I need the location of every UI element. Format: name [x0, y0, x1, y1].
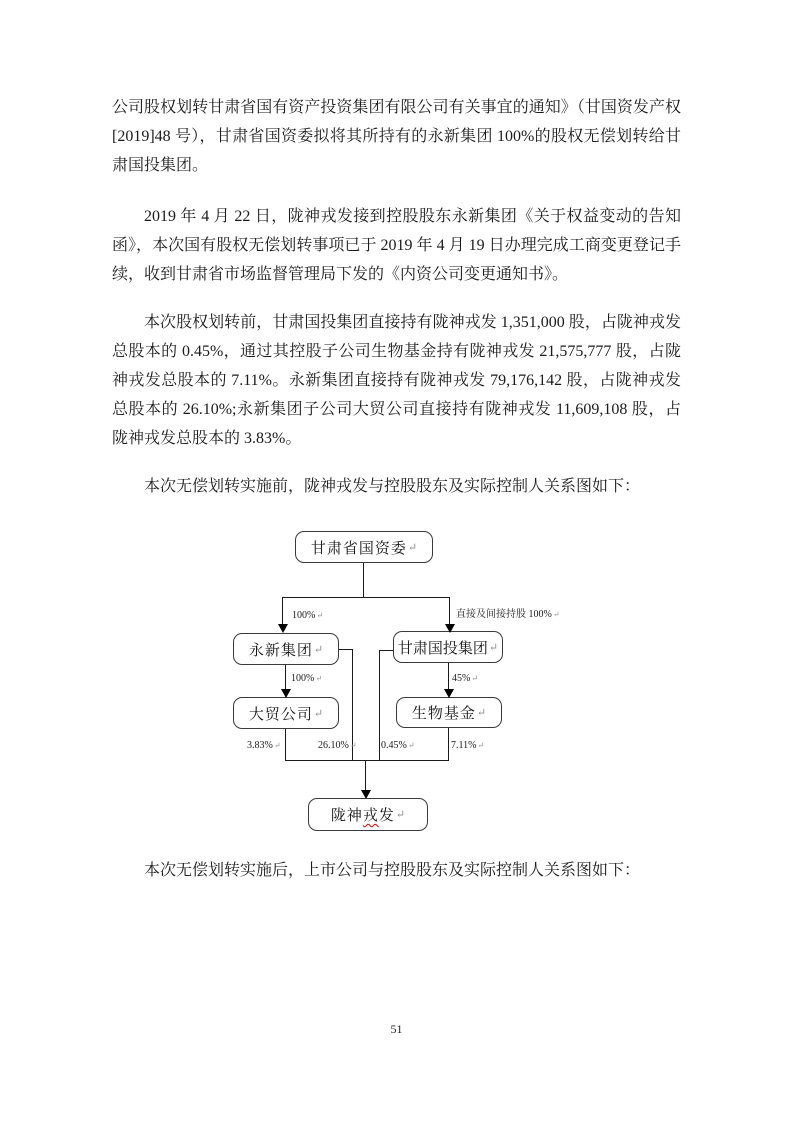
paragraph-return-mark: ↵	[313, 707, 324, 720]
edge-label-gov-to-guotou	[456, 605, 560, 620]
body-paragraph-1: 公司股权划转甘肃省国有资产投资集团有限公司有关事宜的通知》（甘国资发产权[2019]48 号），甘肃省国资委拟将其所持有的永新集团 100%的股权无偿划转给甘肃国投集团。	[112, 99, 681, 174]
edge-label-text: 100%	[292, 610, 316, 621]
edge-label-text: 7.11%	[451, 740, 477, 751]
edge-label-guotou-to-shengwu	[452, 673, 478, 684]
edge-label-yongxin-stake	[318, 740, 357, 751]
connector-line	[282, 597, 450, 598]
paragraph-return-mark: ↵	[488, 641, 499, 654]
connector-line	[379, 650, 380, 761]
connector-line	[285, 760, 449, 761]
connector-line	[365, 760, 366, 791]
diagram-node-gansu-sasac	[295, 531, 433, 563]
node-label: 发	[378, 808, 395, 824]
edge-label-shengwu-stake	[451, 740, 484, 751]
paragraph-return-mark: ↵	[395, 809, 406, 821]
edge-label-damao-stake	[247, 740, 281, 751]
page-number: 51	[390, 1022, 403, 1036]
paragraph-return-mark: ↵	[407, 741, 415, 750]
arrowhead-down-icon	[281, 689, 291, 698]
paragraph-return-mark: ↵	[313, 643, 324, 656]
connector-line	[339, 649, 353, 650]
connector-line	[285, 665, 286, 690]
edge-label-gov-to-yongxin	[292, 610, 323, 621]
paragraph-return-mark: ↵	[471, 674, 479, 683]
edge-label-text: 3.83%	[247, 740, 273, 751]
connector-line	[285, 729, 286, 761]
paragraph-return-mark: ↵	[477, 741, 485, 750]
diagram-node-yongxin-group	[233, 633, 339, 665]
paragraph-return-mark: ↵	[407, 541, 418, 554]
diagram-node-damao-company	[233, 697, 339, 729]
diagram-node-longshen-rongfa	[308, 798, 428, 831]
edge-label-text: 45%	[452, 673, 471, 684]
connector-line	[363, 563, 364, 598]
node-label: 大贸公司	[248, 706, 313, 723]
body-paragraph-3: 本次股权划转前，甘肃国投集团直接持有陇神戎发 1,351,000 股，占陇神戎发总股本的 0.45%，通过其控股子公司生物基金持有陇神戎发 21,575,777 股，占陇神戎发总股本的 7.11%。永新集团直接持有陇神戎发 79,176,142 股，占陇神戎发总股本的 26.10%;永新集团子公司大贸公司直接持有陇神戎发 11,609,108 股，占陇神戎发总股本的 3.83%。	[112, 314, 681, 447]
node-label: 甘肃国投集团	[397, 640, 488, 657]
connector-line	[282, 597, 283, 625]
body-paragraph-2: 2019 年 4 月 22 日，陇神戎发接到控股股东永新集团《关于权益变动的告知函》，本次国有股权无偿划转事项已于 2019 年 4 月 19 日办理完成工商变更登记手续，收到甘肃省市场监督管理局下发的《内资公司变更通知书》。	[112, 208, 681, 283]
connector-line	[449, 597, 450, 625]
connector-line	[448, 728, 449, 761]
edge-label-guotou-stake	[381, 740, 415, 751]
node-label: 永新集团	[248, 642, 313, 659]
connector-line	[379, 650, 393, 651]
arrowhead-down-icon	[278, 624, 288, 633]
diagram-node-shengwu-fund	[396, 697, 502, 728]
body-paragraph-5: 本次无偿划转实施后，上市公司与控股股东及实际控制人关系图如下：	[144, 862, 641, 879]
connector-line	[448, 663, 449, 690]
edge-label-text: 100%	[291, 673, 315, 684]
paragraph-return-mark: ↵	[349, 741, 357, 750]
paragraph-return-mark: ↵	[273, 741, 281, 750]
paragraph-return-mark: ↵	[476, 707, 487, 719]
paragraph-return-mark: ↵	[316, 611, 324, 620]
edge-label-text: 0.45%	[381, 740, 407, 751]
arrowhead-down-icon	[444, 689, 454, 698]
node-label: 生物基金	[411, 706, 476, 722]
body-paragraph-4: 本次无偿划转实施前，陇神戎发与控股股东及实际控制人关系图如下：	[144, 478, 641, 495]
spellcheck-underlined-text: 戎	[362, 808, 379, 824]
node-label: 甘肃省国资委	[310, 540, 407, 557]
arrowhead-down-icon	[445, 624, 455, 633]
paragraph-return-mark: ↵	[552, 610, 560, 619]
paragraph-return-mark: ↵	[315, 674, 323, 683]
edge-label-text: 直接及间接持股 100%	[456, 609, 552, 620]
arrowhead-down-icon	[361, 790, 371, 799]
edge-label-text: 26.10%	[318, 740, 349, 751]
node-label: 陇神	[330, 808, 363, 824]
edge-label-yongxin-to-damao	[291, 673, 322, 684]
diagram-node-gansu-guotou-group	[393, 631, 503, 663]
